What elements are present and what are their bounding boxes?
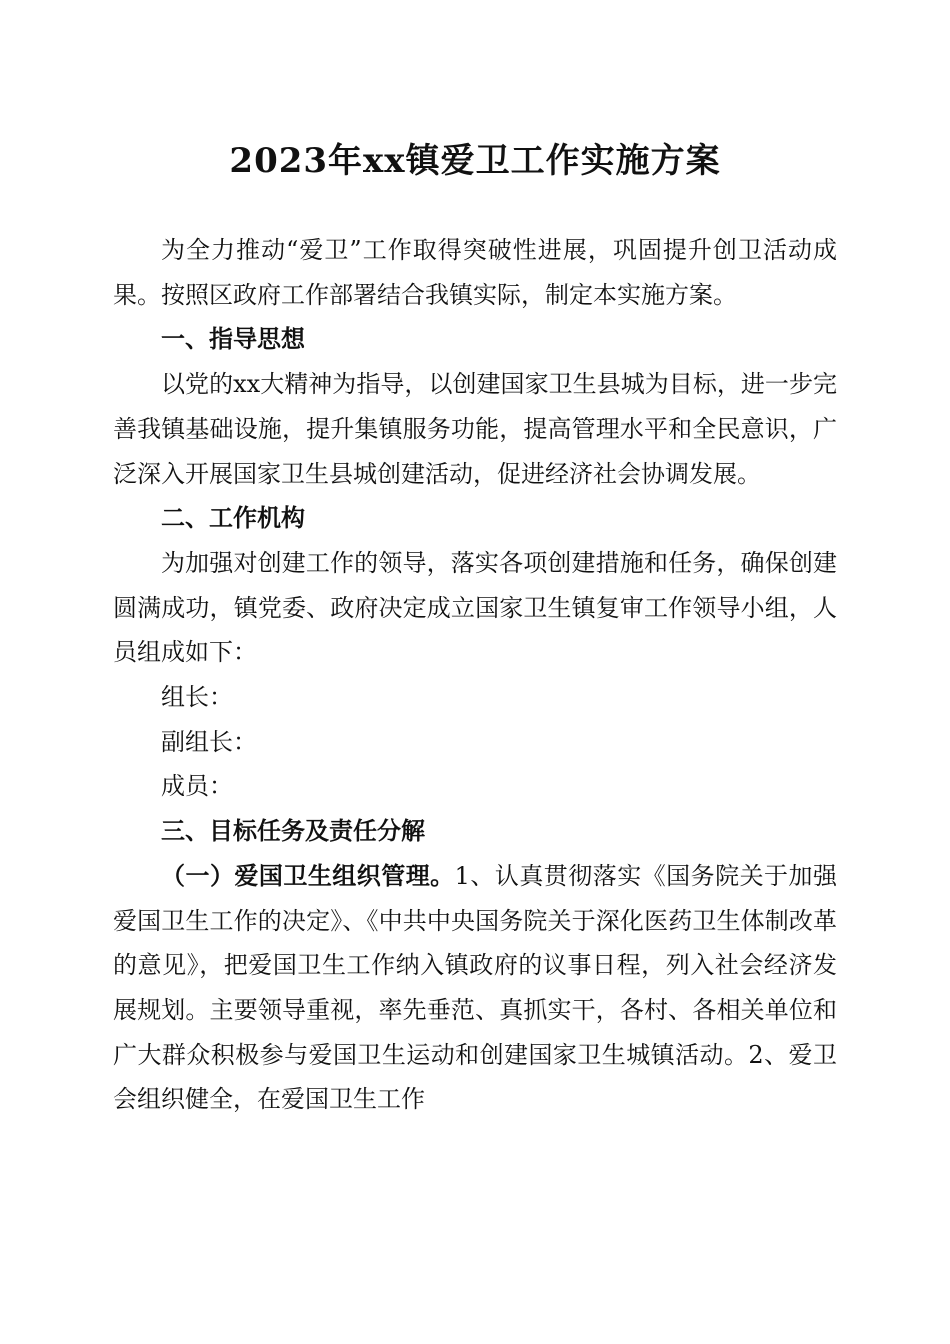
group-leader-line: 组长： xyxy=(161,683,233,712)
targets-tasks-paragraph xyxy=(113,854,837,1122)
section-heading-work-organization: 二、工作机构 xyxy=(161,504,305,533)
targets-tasks-text: 1、认真贯彻落实《国务院关于加强爱国卫生工作的决定》、《中共中央国务院关于深化医药卫生体制改革的意见》，把爱国卫生工作纳入镇政府的议事日程，列入社会经济发展规划。主要领导重视，率先垂范、真抓实干，各村、各相关单位和广大群众积极参与爱国卫生运动和创建国家卫生城镇活动。2、爱卫会组织健全，在爱国卫生工作 xyxy=(113,861,837,1114)
guiding-ideology-paragraph: 以党的xx大精神为指导，以创建国家卫生县城为目标，进一步完善我镇基础设施，提升集镇服务功能，提高管理水平和全民意识，广泛深入开展国家卫生县城创建活动，促进经济社会协调发展。 xyxy=(113,370,837,488)
deputy-group-leader-line: 副组长： xyxy=(161,727,257,756)
document-title: 2023年xx镇爱卫工作实施方案 xyxy=(229,141,721,181)
section-heading-targets-tasks: 三、目标任务及责任分解 xyxy=(161,817,425,846)
section-heading-guiding-ideology: 一、指导思想 xyxy=(161,325,305,354)
subsection-heading-organization-management: （一）爱国卫生组织管理。 xyxy=(161,860,455,890)
members-line: 成员： xyxy=(161,772,233,801)
document-body xyxy=(113,228,837,1122)
intro-paragraph: 为全力推动“爱卫”工作取得突破性进展，巩固提升创卫活动成果。按照区政府工作部署结合我镇实际，制定本实施方案。 xyxy=(113,236,837,309)
work-organization-paragraph: 为加强对创建工作的领导，落实各项创建措施和任务，确保创建圆满成功，镇党委、政府决定成立国家卫生镇复审工作领导小组，人员组成如下： xyxy=(113,548,837,667)
